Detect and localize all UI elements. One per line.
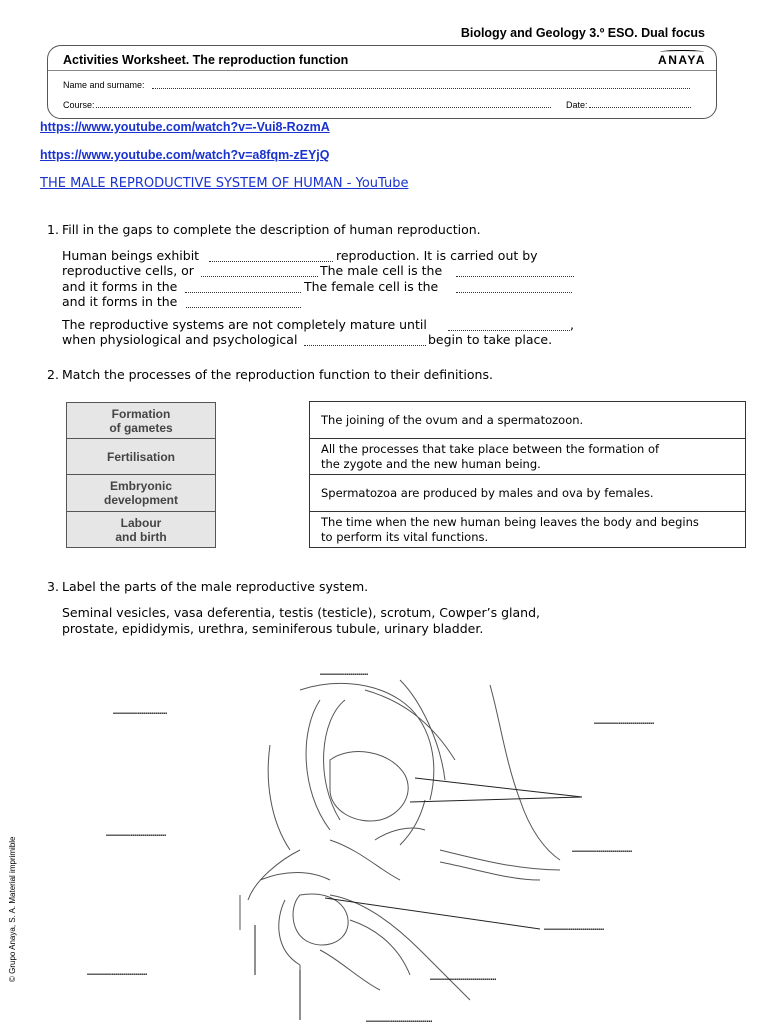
label-blank-lower-right[interactable]: ………………………… [544,922,605,933]
process-formation-of-gametes[interactable]: Formation of gametes [66,402,216,439]
brand-logo: ANAYA [658,53,706,67]
label-blank-mid-left[interactable]: ………………………… [106,828,167,839]
label-blank-bottom[interactable]: …………………………… [366,1014,433,1025]
process-labour-and-birth[interactable]: Labour and birth [66,511,216,548]
q3-prompt: Label the parts of the male reproductive system. [62,579,369,594]
process-fertilisation[interactable]: Fertilisation [66,438,216,475]
q1-text-f: The female cell is the [304,279,439,294]
q1-text-g: and it forms in the [62,294,178,309]
q1-text-c: reproductive cells, or [62,263,194,278]
q2-prompt: Match the processes of the reproduction function to their definitions. [62,367,493,382]
definition-zygote[interactable]: All the processes that take place between the formation of the zygote and the new human being. [309,438,746,475]
q1-prompt: Fill in the gaps to complete the description of human reproduction. [62,222,481,237]
video-link-3[interactable]: THE MALE REPRODUCTIVE SYSTEM OF HUMAN - YouTube [40,176,409,191]
q2-number: 2. [47,367,59,382]
definition-birth[interactable]: The time when the new human being leaves the body and begins to perform its vital functions. [309,511,746,548]
label-blank-upper-right[interactable]: ………………………… [594,716,655,727]
label-blank-bottom-right[interactable]: …………………………… [430,972,497,983]
label-blank-top[interactable]: …………………… [320,667,369,678]
course-label: Course: [63,100,95,110]
q3-parts-line-1: Seminal vesicles, vasa deferentia, testis (testicle), scrotum, Cowper’s gland, [62,605,540,620]
date-label: Date: [566,100,588,110]
video-link-1[interactable]: https://www.youtube.com/watch?v=-Vui8-RozmA [40,120,330,134]
name-label: Name and surname: [63,80,145,90]
video-link-2[interactable]: https://www.youtube.com/watch?v=a8fqm-zEYjQ [40,148,330,162]
q1-text-j: when physiological and psychological [62,332,298,347]
definition-gametes[interactable]: Spermatozoa are produced by males and ova by females. [309,474,746,512]
q1-text-e: and it forms in the [62,279,178,294]
copyright-note: © Grupo Anaya, S. A. Material imprimible [8,836,17,982]
q3-parts-line-2: prostate, epididymis, urethra, seminiferous tubule, urinary bladder. [62,621,484,636]
subject-header: Biology and Geology 3.º ESO. Dual focus [460,26,705,40]
label-blank-upper-left[interactable]: ……………………… [113,706,168,717]
q1-text-h: The reproductive systems are not completely mature until [62,317,427,332]
definition-joining[interactable]: The joining of the ovum and a spermatozoon. [309,401,746,439]
q1-text-k: begin to take place. [428,332,553,347]
q1-text-b: reproduction. It is carried out by [336,248,538,263]
q3-number: 3. [47,579,59,594]
q1-number: 1. [47,222,59,237]
label-blank-lower-left[interactable]: ………………………… [87,967,148,978]
q1-text-i: , [570,317,574,332]
q1-text-d: The male cell is the [320,263,443,278]
worksheet-title: Activities Worksheet. The reproduction function [63,53,349,67]
q1-text-a: Human beings exhibit [62,248,200,263]
process-embryonic-development[interactable]: Embryonic development [66,474,216,512]
label-blank-mid-right[interactable]: ………………………… [572,844,633,855]
